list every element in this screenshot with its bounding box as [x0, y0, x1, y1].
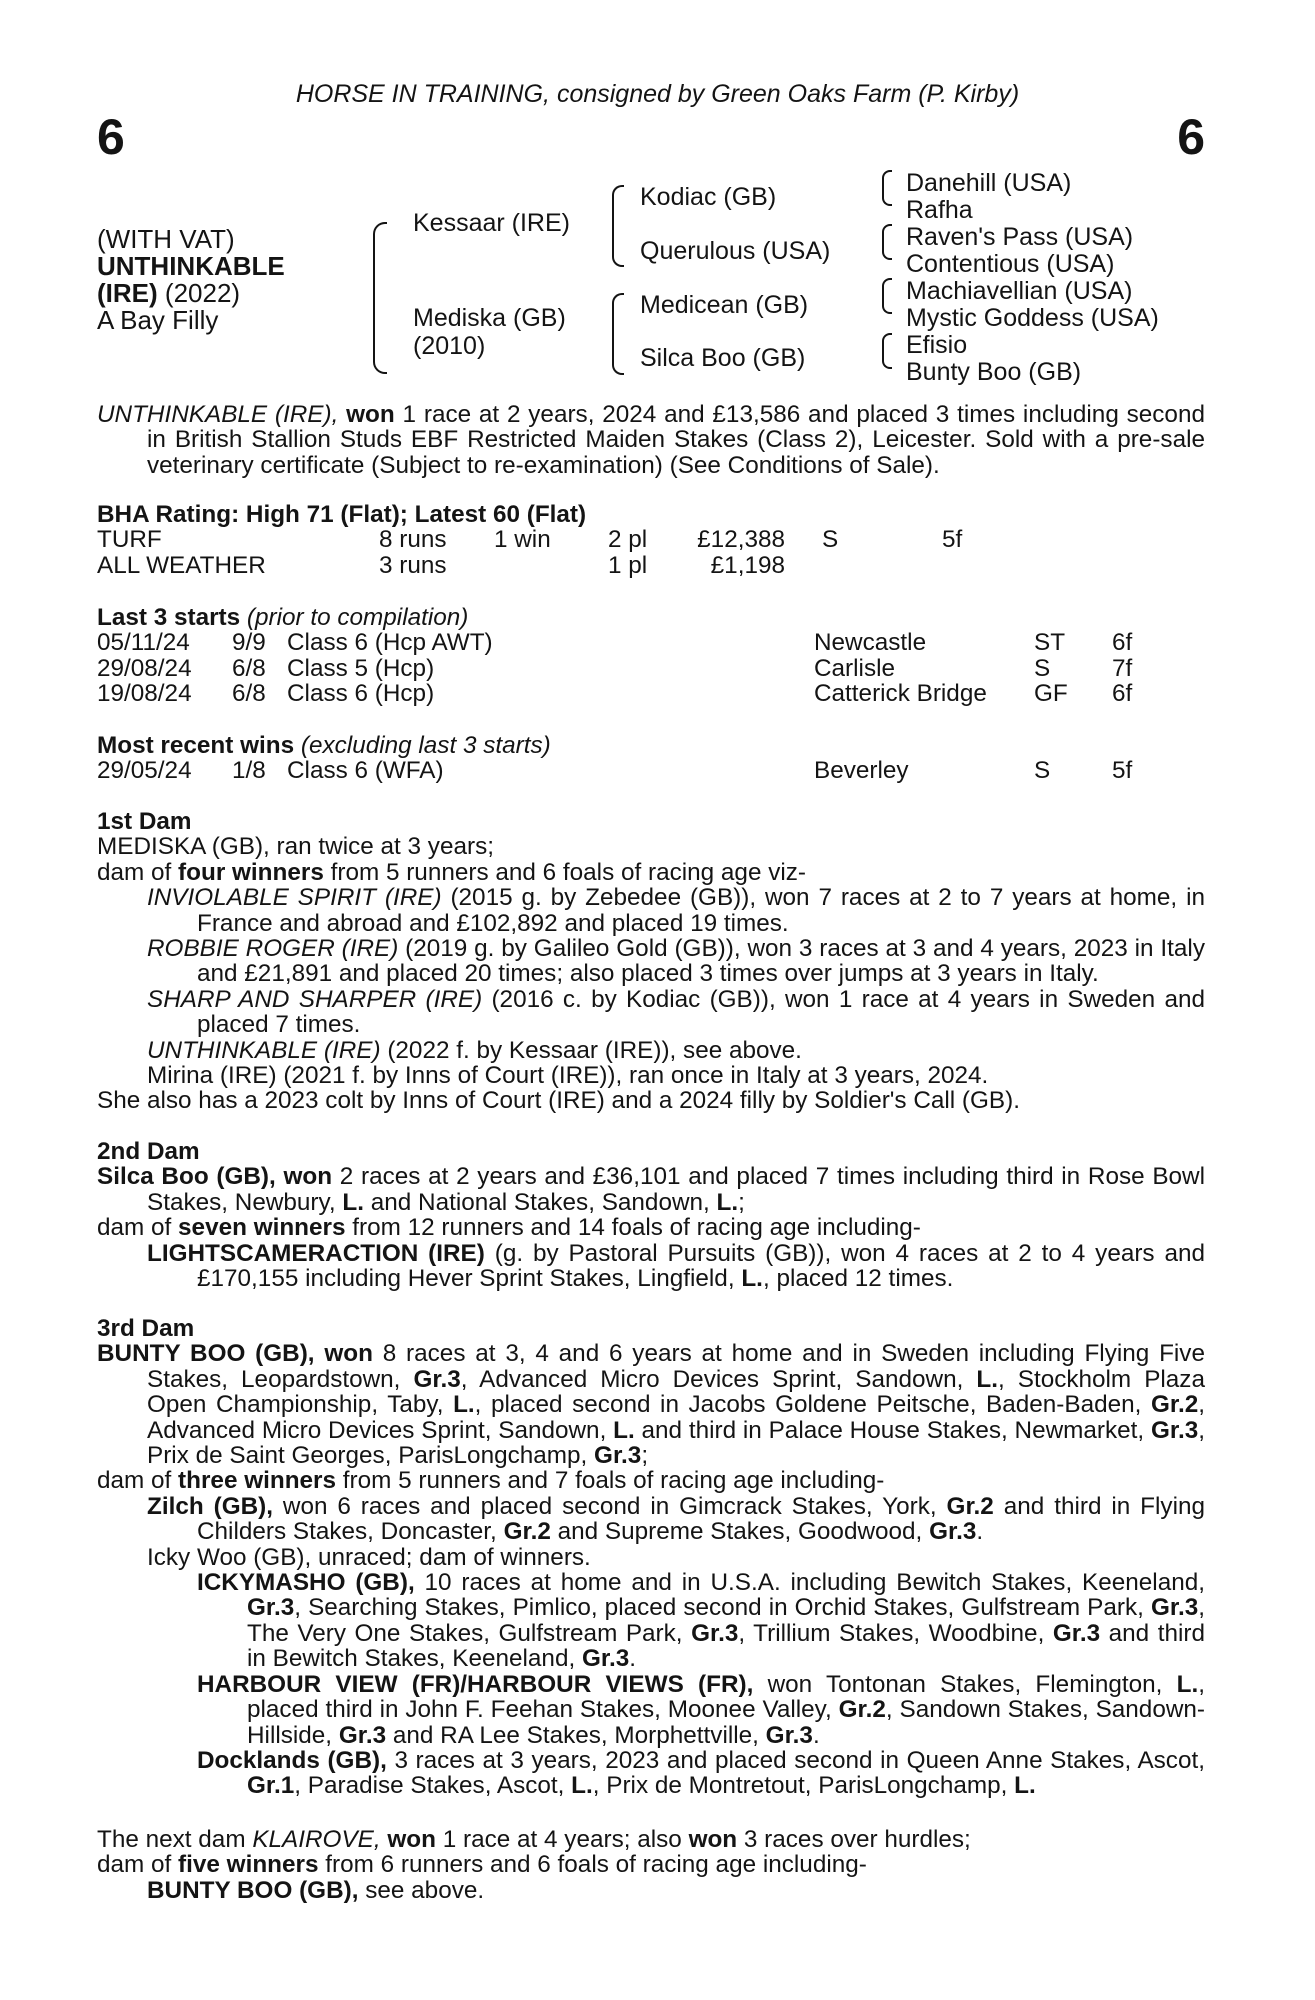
group-label: Gr.2: [946, 1492, 994, 1520]
progeny-text: see above.: [365, 1876, 485, 1904]
progeny-text: and RA Lee Stakes, Morphettville,: [392, 1721, 759, 1749]
record-text: , placed second in Jacobs Goldene Peitsche, Baden-Baden,: [474, 1391, 1142, 1419]
start-going: GF: [1034, 680, 1068, 708]
start-going: S: [1034, 654, 1051, 682]
table-row: [97, 656, 1132, 681]
rating-surface: ALL WEATHER: [97, 551, 266, 579]
listed-label: L.: [342, 1188, 364, 1216]
progeny-text: , Paradise Stakes, Ascot,: [294, 1772, 565, 1800]
start-class: Class 5 (Hcp): [287, 654, 435, 682]
progeny-text: 10 races at home and in U.S.A. including Bewitch Stakes, Keeneland,: [424, 1569, 1205, 1597]
progeny-entry: HARBOUR VIEW (FR)/HARBOUR VIEWS (FR), won Tontonan Stakes, Flemington, L., placed third in John F. Feehan Stakes, Moonee Valley, Gr.2, Sandown Stakes, Sandown-Hillside, Gr.3 and RA Lee Stakes, Morphettville, Gr.3.: [197, 1670, 1205, 1749]
recent-wins-note: (excluding last 3 starts): [300, 732, 551, 759]
summary-won: won: [346, 401, 395, 428]
group-label: Gr.3: [1052, 1619, 1101, 1647]
first-dam-also: She also has a 2023 colt by Inns of Court (IRE) and a 2024 filly by Soldier's Call (GB).: [97, 1087, 1020, 1115]
progeny-entry: [97, 936, 1205, 987]
rating-section: [97, 502, 1205, 578]
pedigree-gen3-2: Rafha: [906, 196, 973, 224]
pedigree-brace-g4: [882, 333, 892, 369]
dam-of-label: dam of: [97, 1214, 172, 1242]
horse-country: (IRE): [97, 278, 158, 308]
progeny-entry: [97, 885, 1205, 936]
rating-runs: 3 runs: [379, 551, 447, 579]
second-dam-record: Silca Boo (GB), won 2 races at 2 years and £36,101 and placed 7 times including third in Rose Bowl Stakes, Newbury, L. and National Stakes, Sandown, L.;: [97, 1163, 1205, 1216]
dam-of-label: dam of: [97, 1851, 172, 1879]
group-label: Gr.3: [1150, 1416, 1199, 1444]
dam-of-text: from 5 runners and 6 foals of racing age viz-: [330, 858, 806, 886]
group-label: Gr.2: [838, 1696, 886, 1724]
progeny-text: (2019 g. by Galileo Gold (GB)), won 3 races at 3 and 4 years, 2023 in Italy and £21,891 and placed 20 times; also placed 3 times over jumps at 3 years in Italy.: [197, 935, 1205, 988]
pedigree-brace-g3: [882, 278, 892, 314]
progeny-entry: [97, 1748, 1205, 1799]
group-label: Gr.3: [765, 1721, 813, 1749]
second-dam-heading: 2nd Dam: [97, 1138, 200, 1165]
record-text: , Stockholm Plaza Open Championship, Taby,: [147, 1365, 1205, 1419]
summary-paragraph: [97, 402, 1205, 478]
icky-woo-entry: Icky Woo (GB), unraced; dam of winners.: [147, 1543, 591, 1571]
progeny-name: SHARP AND SHARPER (IRE): [147, 985, 483, 1013]
table-row: [97, 630, 1132, 655]
winners-count: three winners: [178, 1467, 337, 1495]
group-label: Gr.2: [1150, 1391, 1199, 1419]
first-dam-heading: 1st Dam: [97, 808, 192, 835]
listed-label: L.: [571, 1772, 593, 1800]
start-date: 05/11/24: [97, 629, 190, 657]
progeny-name: Docklands (GB),: [197, 1746, 387, 1774]
progeny-name: Zilch (GB),: [147, 1492, 273, 1520]
pedigree-brace-dam: [612, 293, 624, 375]
progeny-text: (g. by Pastoral Pursuits (GB)), won 4 races at 2 to 4 years and £170,155 including Hever Sprint Stakes, Lingfield,: [197, 1239, 1205, 1293]
win-course: Beverley: [814, 757, 909, 785]
progeny-text: and third in Flying Childers Stakes, Doncaster,: [197, 1492, 1205, 1546]
pedigree-gen3-7: Efisio: [906, 331, 968, 359]
record-text: and third in Palace House Stakes, Newmarket,: [641, 1416, 1145, 1444]
pedigree-gen2-1: Kodiac (GB): [640, 183, 777, 211]
pedigree-gen3-8: Bunty Boo (GB): [906, 358, 1082, 386]
last-starts-table: [97, 630, 1132, 706]
dam-of-text: from 12 runners and 14 foals of racing age including-: [352, 1214, 921, 1242]
rating-dist: 5f: [942, 526, 963, 554]
progeny-text: and Supreme Stakes, Goodwood,: [557, 1518, 923, 1546]
win-position: 1/8: [232, 757, 266, 785]
table-row: [97, 527, 962, 552]
next-dam-text: 3 races over hurdles;: [743, 1826, 971, 1853]
start-date: 29/08/24: [97, 654, 192, 682]
next-dam-text: The next dam: [97, 1826, 246, 1853]
progeny-text: (2022 f. by Kessaar (IRE)), see above.: [387, 1036, 802, 1064]
pedigree-gen3-6: Mystic Goddess (USA): [906, 304, 1159, 332]
dam-of-label: dam of: [97, 858, 172, 886]
win-going: S: [1034, 757, 1051, 785]
table-row: [97, 758, 1132, 783]
listed-label: L.: [453, 1391, 475, 1419]
group-label: Gr.3: [413, 1365, 461, 1393]
lot-number-right: 6: [1177, 109, 1205, 165]
start-position: 6/8: [232, 680, 266, 708]
listed-label: L.: [741, 1265, 763, 1293]
record-text: , Prix de Saint Georges, ParisLongchamp,: [147, 1416, 1205, 1470]
recent-wins-table: [97, 758, 1132, 783]
progeny-text: , Sandown Stakes, Sandown-Hillside,: [247, 1696, 1205, 1749]
progeny-entry: [97, 1038, 1205, 1063]
progeny-text: , Prix de Montretout, ParisLongchamp,: [592, 1772, 1008, 1800]
start-dist: 6f: [1112, 629, 1133, 657]
rating-runs: 8 runs: [379, 526, 447, 554]
pedigree-dam-year: (2010): [413, 332, 486, 360]
group-label: Gr.3: [691, 1619, 739, 1647]
dam-of-text: from 6 runners and 6 foals of racing age including-: [325, 1851, 867, 1879]
listed-label: L.: [716, 1188, 739, 1216]
rating-placed: 1 pl: [608, 551, 648, 579]
second-dam-name: Silca Boo (GB),: [97, 1163, 276, 1191]
progeny-name: INVIOLABLE SPIRIT (IRE): [147, 884, 442, 912]
progeny-text: 3 races at 3 years, 2023 and placed second in Queen Anne Stakes, Ascot,: [394, 1746, 1205, 1774]
pedigree-dam: Mediska (GB): [413, 304, 566, 332]
progeny-text: won Tontonan Stakes, Flemington,: [767, 1670, 1163, 1698]
vat-note: (WITH VAT): [97, 224, 235, 254]
table-row: [97, 681, 1132, 706]
horse-name: UNTHINKABLE: [97, 251, 285, 281]
horse-description: A Bay Filly: [97, 305, 219, 335]
won-label: won: [688, 1826, 738, 1853]
third-dam-section: [97, 1316, 1205, 1799]
pedigree-brace-main: [373, 222, 387, 374]
second-dam-section: [97, 1139, 1205, 1291]
third-dam-record: BUNTY BOO (GB), won 8 races at 3, 4 and 6 years at home and in Sweden including Flying Five Stakes, Leopardstown, Gr.3, Advanced Micro Devices Sprint, Sandown, L., Stockholm Plaza Open Championship, Taby, L., placed second in Jacobs Goldene Peitsche, Baden-Baden, Gr.2, Advanced Micro Devices Sprint, Sandown, L. and third in Palace House Stakes, Newmarket, Gr.3, Prix de Saint Georges, ParisLongchamp, Gr.3;: [97, 1340, 1205, 1470]
rating-prize: £1,198: [710, 551, 785, 579]
rating-going: [785, 553, 942, 578]
progeny-name: ICKYMASHO (GB),: [197, 1569, 415, 1597]
record-text: 8 races at 3, 4 and 6 years at home and in Sweden including Flying Five Stakes, Leopardstown,: [147, 1340, 1205, 1393]
last-starts-section: [97, 605, 1205, 707]
rating-heading: BHA Rating: High 71 (Flat); Latest 60 (Flat): [97, 501, 587, 528]
start-course: Carlisle: [814, 654, 896, 682]
record-text: , Advanced Micro Devices Sprint, Sandown,: [460, 1365, 964, 1393]
rating-surface: TURF: [97, 526, 162, 554]
won-label: won: [387, 1826, 436, 1853]
winners-count: seven winners: [178, 1214, 346, 1242]
lot-number-left: 6: [97, 109, 125, 165]
progeny-text: won 6 races and placed second in Gimcrack Stakes, York,: [282, 1492, 937, 1520]
listed-label: L.: [1014, 1772, 1036, 1800]
pedigree-gen3-4: Contentious (USA): [906, 250, 1115, 278]
progeny-entry: [97, 1241, 1205, 1292]
group-label: Gr.3: [594, 1442, 642, 1470]
start-position: 6/8: [232, 654, 266, 682]
pedigree-gen3-1: Danehill (USA): [906, 169, 1072, 197]
pedigree-brace-sire: [612, 185, 624, 267]
pedigree-gen3-3: Raven's Pass (USA): [906, 223, 1134, 251]
rating-dist: [942, 553, 962, 578]
summary-name: UNTHINKABLE (IRE),: [97, 401, 339, 428]
progeny-entry: Zilch (GB), won 6 races and placed second in Gimcrack Stakes, York, Gr.2 and third in Flying Childers Stakes, Doncaster, Gr.2 and Supreme Stakes, Goodwood, Gr.3.: [147, 1492, 1205, 1546]
pedigree-brace-g2: [882, 224, 892, 260]
pedigree-gen2-3: Medicean (GB): [640, 291, 809, 319]
last-starts-note: (prior to compilation): [246, 604, 469, 631]
progeny-entry: ICKYMASHO (GB), 10 races at home and in U.S.A. including Bewitch Stakes, Keeneland, Gr.3, Searching Stakes, Pimlico, placed second in Orchid Stakes, Gulfstream Park, Gr.3, The Very One Stakes, Gulfstream Park, Gr.3, Trillium Stakes, Woodbine, Gr.3 and third in Bewitch Stakes, Keeneland, Gr.3.: [197, 1569, 1205, 1673]
start-dist: 7f: [1112, 654, 1133, 682]
record-text: , Advanced Micro Devices Sprint, Sandown,: [147, 1391, 1205, 1444]
rating-going: S: [822, 526, 839, 554]
progeny-name: UNTHINKABLE (IRE): [147, 1036, 381, 1064]
group-label: Gr.3: [338, 1721, 387, 1749]
group-label: Gr.3: [1150, 1594, 1199, 1622]
summary-text: 1 race at 2 years, 2024 and £13,586 and placed 3 times including second in British Stallion Studs EBF Restricted Maiden Stakes (Class 2), Leicester. Sold with a pre-sale veterinary certificate (Subject to re-examination) (See Conditions of Sale).: [147, 401, 1205, 479]
start-date: 19/08/24: [97, 680, 192, 708]
listed-label: L.: [1176, 1670, 1199, 1698]
progeny-text: (2016 c. by Kodiac (GB)), won 1 race at 4 years in Sweden and placed 7 times.: [197, 985, 1205, 1039]
rating-table: [97, 527, 962, 578]
rating-wins: [494, 553, 608, 578]
pedigree-gen2-2: Querulous (USA): [640, 237, 831, 265]
consignment-header: HORSE IN TRAINING, consigned by Green Oaks Farm (P. Kirby): [295, 80, 1020, 108]
recent-wins-section: [97, 733, 1205, 784]
progeny-name: BUNTY BOO (GB),: [147, 1876, 359, 1904]
progeny-name: ROBBIE ROGER (IRE): [147, 935, 399, 963]
progeny-entry: [97, 987, 1205, 1038]
start-dist: 6f: [1112, 680, 1133, 708]
rating-prize: £12,388: [697, 526, 785, 554]
listed-label: L.: [976, 1365, 998, 1393]
rating-placed: 2 pl: [608, 526, 648, 554]
rating-wins: 1 win: [494, 526, 551, 554]
start-going: ST: [1034, 629, 1066, 657]
horse-year: (2022): [164, 278, 241, 308]
won-label: won: [324, 1340, 373, 1368]
first-dam-section: [97, 809, 1205, 1114]
group-label: Gr.3: [581, 1645, 630, 1673]
pedigree-gen3-5: Machiavellian (USA): [906, 277, 1133, 305]
record-text: and National Stakes, Sandown,: [370, 1188, 710, 1216]
progeny-name: LIGHTSCAMERACTION (IRE): [147, 1239, 485, 1267]
pedigree-sire: Kessaar (IRE): [413, 209, 570, 237]
record-text: 2 races at 2 years and £36,101 and placed 7 times including third in Rose Bowl Stakes, Newbury,: [147, 1163, 1205, 1216]
pedigree-gen2-4: Silca Boo (GB): [640, 344, 806, 372]
progeny-name: HARBOUR VIEW (FR)/HARBOUR VIEWS (FR),: [197, 1670, 754, 1698]
subject-block: [97, 226, 285, 334]
third-dam-heading: 3rd Dam: [97, 1315, 195, 1342]
listed-label: L.: [613, 1416, 635, 1444]
win-date: 29/05/24: [97, 757, 192, 785]
next-dam-text: 1 race at 4 years; also: [442, 1826, 682, 1853]
dam-of-text: from 5 runners and 7 foals of racing age including-: [342, 1467, 885, 1495]
third-dam-name: BUNTY BOO (GB),: [97, 1340, 315, 1368]
group-label: Gr.3: [929, 1518, 977, 1546]
next-dam-section: [97, 1827, 1205, 1903]
start-class: Class 6 (Hcp AWT): [287, 629, 493, 657]
next-dam-name: KLAIROVE,: [252, 1826, 381, 1853]
progeny-text: (2015 g. by Zebedee (GB)), won 7 races at 2 to 7 years at home, in France and abroad and £102,892 and placed 19 times.: [197, 884, 1205, 937]
progeny-text: , placed third in John F. Feehan Stakes, Moonee Valley,: [247, 1670, 1205, 1724]
start-position: 9/9: [232, 629, 266, 657]
progeny-text: , The Very One Stakes, Gulfstream Park,: [247, 1594, 1205, 1647]
start-class: Class 6 (Hcp): [287, 680, 435, 708]
start-course: Catterick Bridge: [814, 680, 987, 708]
last-starts-heading: Last 3 starts: [97, 604, 241, 631]
win-dist: 5f: [1112, 757, 1133, 785]
start-course: Newcastle: [814, 629, 927, 657]
group-label: Gr.2: [503, 1518, 551, 1546]
progeny-entry: Mirina (IRE) (2021 f. by Inns of Court (IRE)), ran once in Italy at 3 years, 2024.: [147, 1062, 989, 1090]
dam-of-label: dam of: [97, 1467, 172, 1495]
recent-wins-heading: Most recent wins: [97, 732, 295, 759]
progeny-text: and third in Bewitch Stakes, Keeneland,: [247, 1619, 1205, 1673]
won-label: won: [283, 1163, 333, 1191]
progeny-text: , Searching Stakes, Pimlico, placed second in Orchid Stakes, Gulfstream Park,: [294, 1594, 1144, 1622]
progeny-text: , Trillium Stakes, Woodbine,: [738, 1619, 1045, 1647]
winners-count: five winners: [178, 1851, 319, 1879]
win-class: Class 6 (WFA): [287, 757, 444, 785]
group-label: Gr.3: [247, 1594, 295, 1622]
group-label: Gr.1: [247, 1772, 295, 1800]
table-row: [97, 553, 962, 578]
winners-count: four winners: [178, 858, 324, 886]
progeny-text: , placed 12 times.: [762, 1265, 954, 1293]
first-dam-line: MEDISKA (GB), ran twice at 3 years;: [97, 833, 494, 861]
pedigree-brace-g1: [882, 170, 892, 206]
